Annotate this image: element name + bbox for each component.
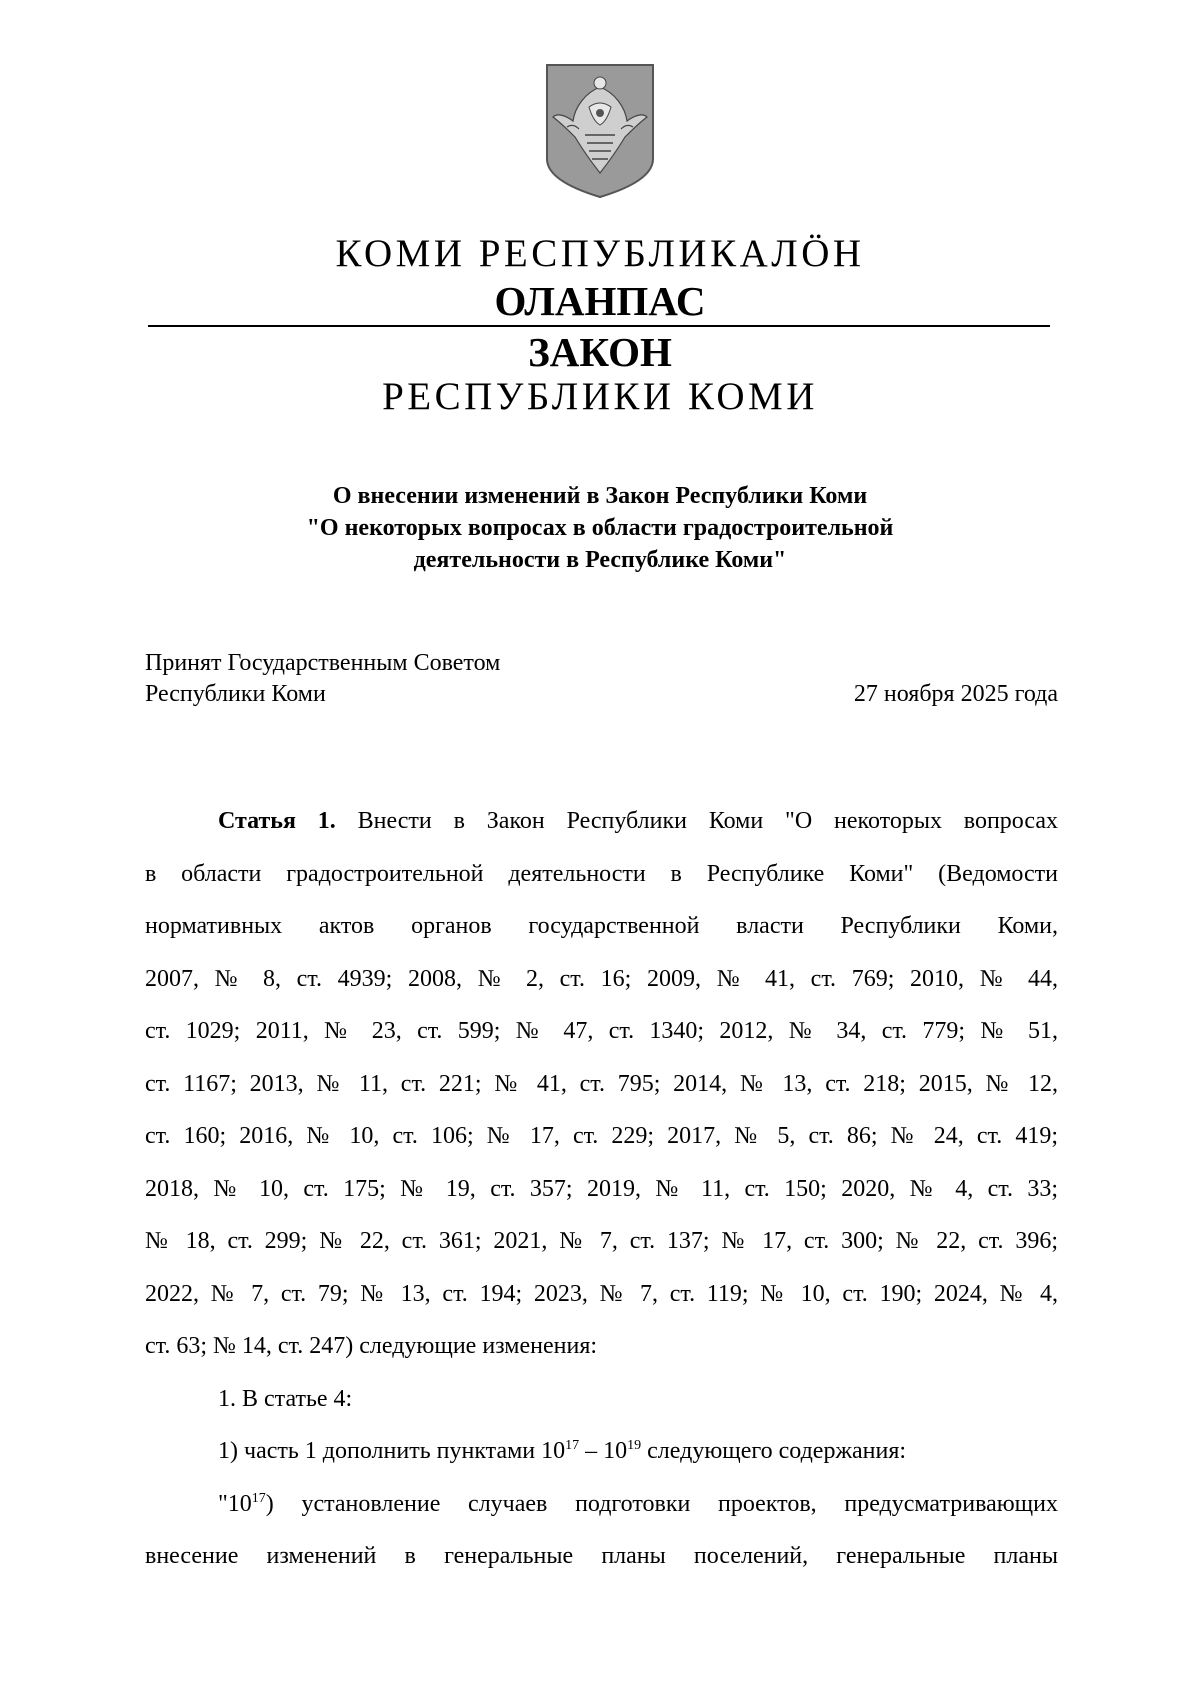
document-body [145, 795, 1058, 1583]
subitem-text: 1) часть 1 дополнить пунктами 10 [218, 1438, 566, 1464]
komi-law-heading: ОЛАНПАС [494, 278, 706, 324]
point-line: внесение изменений в генеральные планы поселений, генеральные планы [145, 1543, 1058, 1569]
article-line: 2022, № 7, ст. 79; № 13, ст. 194; 2023, № 7, ст. 119; № 10, ст. 190; 2024, № 4, [145, 1280, 1058, 1307]
subitem-text: следующего содержания: [641, 1438, 907, 1464]
document-title-line: "О некоторых вопросах в области градостроительной [306, 515, 894, 541]
document-title-line: О внесении изменений в Закон Республики Коми [332, 483, 868, 509]
article-line: в области градостроительной деятельности в Республике Коми" (Ведомости [145, 860, 1058, 887]
republic-heading: РЕСПУБЛИКИ КОМИ [382, 375, 818, 418]
item-1: 1. В статье 4: [218, 1385, 353, 1412]
adoption-line: Принят Государственным Советом [145, 650, 501, 676]
document-title-line: деятельности в Республике Коми" [413, 547, 787, 573]
adoption-line: Республики Коми [145, 681, 326, 707]
header-divider [148, 325, 1050, 327]
article-line: Внести в Закон Республики Коми "О некоторых вопросах [357, 808, 1059, 834]
superscript: 19 [627, 1438, 642, 1453]
article-line: ст. 63; № 14, ст. 247) следующие изменения: [145, 1333, 598, 1359]
law-heading: ЗАКОН [528, 329, 672, 375]
article-label: Статья 1. [218, 808, 336, 834]
point-text: ) установление случаев подготовки проектов, предусматривающих [265, 1490, 1058, 1517]
coat-of-arms-emblem [545, 63, 655, 199]
point-text: "10 [218, 1490, 252, 1517]
article-line: № 18, ст. 299; № 22, ст. 361; 2021, № 7, ст. 137; № 17, ст. 300; № 22, ст. 396; [145, 1228, 1058, 1254]
article-line: 2007, № 8, ст. 4939; 2008, № 2, ст. 16; 2009, № 41, ст. 769; 2010, № 44, [145, 965, 1058, 992]
article-line: ст. 1167; 2013, № 11, ст. 221; № 41, ст. 795; 2014, № 13, ст. 218; 2015, № 12, [145, 1070, 1058, 1097]
adoption-date: 27 ноября 2025 года [853, 681, 1058, 707]
article-line: ст. 160; 2016, № 10, ст. 106; № 17, ст. 229; 2017, № 5, ст. 86; № 24, ст. 419; [145, 1123, 1058, 1149]
subitem-1 [145, 1425, 1058, 1478]
komi-republic-heading: КОМИ РЕСПУБЛИКАЛӦН [335, 232, 865, 275]
superscript: 17 [565, 1438, 580, 1453]
superscript: 17 [251, 1490, 266, 1506]
article-1-paragraph [145, 795, 1058, 848]
article-line: нормативных актов органов государственной власти Республики Коми, [145, 913, 1058, 939]
article-line: 2018, № 10, ст. 175; № 19, ст. 357; 2019, № 11, ст. 150; 2020, № 4, ст. 33; [145, 1175, 1058, 1202]
adoption-statement [145, 648, 500, 710]
document-title [0, 480, 1200, 576]
subitem-text: – 10 [579, 1438, 628, 1464]
point-10-17 [145, 1478, 1058, 1531]
article-line: ст. 1029; 2011, № 23, ст. 599; № 47, ст. 1340; 2012, № 34, ст. 779; № 51, [145, 1018, 1058, 1044]
coat-of-arms-icon [545, 63, 655, 199]
